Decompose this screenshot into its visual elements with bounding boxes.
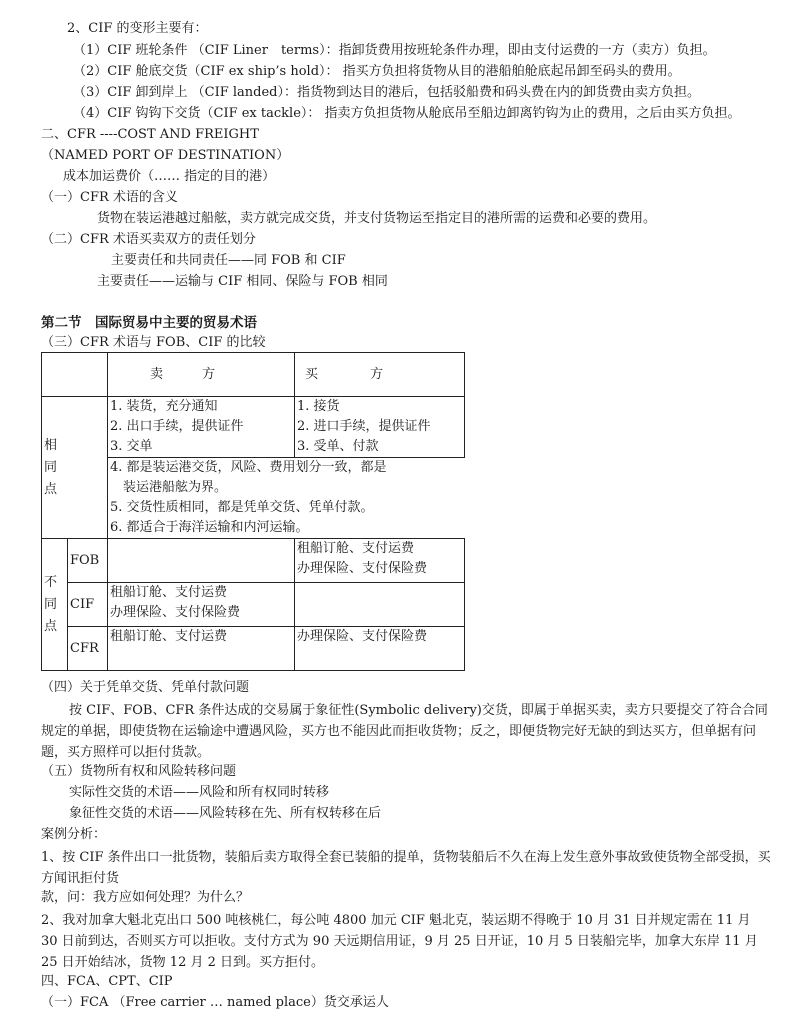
same-seller-item: 2. 出口手续，提供证件 [110,419,244,434]
risk-line: 象征性交货的术语——风险转移在先、所有权转移在后 [69,806,382,821]
cif-seller-cell [108,583,295,627]
fob-buyer-cell [295,539,465,583]
same-label: 相同点 [44,437,58,497]
cif-variant-item: （4）CIF 钩钩下交货（CIF ex tackle）： 指卖方负担货物从舱底吊至船边卸离钓钩为止的费用，之后由买方负担。 [73,106,741,121]
case-1: 1、按 CIF 条件出口一批货物，装船后卖方取得全套已装船的提单，货物装船后不久在海上发生意外事故致使货物全部受损，买方闻讯拒付货 [41,850,771,886]
same-label-cell [42,397,108,539]
same-buyer-item: 3. 受单、付款 [297,439,379,454]
cif-seller-item: 办理保险、支付保险费 [110,605,241,620]
cif-variants-heading: 2、CIF 的变形主要有： [67,21,208,36]
cif-seller-item: 租船订舱、支付运费 [110,585,228,600]
same-seller-item: 3. 交单 [110,439,153,454]
same-common-item: 4. 都是装运港交货，风险、费用划分一致，都是 [110,460,387,475]
term-cif: CIF [68,583,108,627]
cfr-duty-line: 主要责任——运输与 CIF 相同、保险与 FOB 相同 [97,274,388,289]
fob-buyer-item: 办理保险、支付保险费 [297,561,428,576]
cfr-cn-name: 成本加运费价（…… 指定的目的港） [63,169,276,184]
cfr-duty-line: 主要责任和共同责任——同 FOB 和 CIF [111,253,346,268]
fob-seller-cell [108,539,295,583]
same-buyer-cell [295,397,465,458]
risk-heading: （五）货物所有权和风险转移问题 [41,764,237,779]
same-seller-cell [108,397,295,458]
fca-sub: （一）FCA （Free carrier … named place）货交承运人 [41,995,389,1010]
cfr-seller-cell [108,627,295,671]
cif-buyer-cell [295,583,465,627]
symbolic-paragraph: 按 CIF、FOB、CFR 条件达成的交易属于象征性(Symbolic delivery)交货，即属于单据买卖，卖方只要提交了符合合同规定的单据，即使货物在运输途中遭遇风险，买方也不能因此而拒收货物；反之，即便货物完好无缺的到达买方，但单据有问题，买方照样可以拒付货款。 [41,703,768,760]
diff-label-cell [42,539,68,671]
cfr-buyer-cell [295,627,465,671]
comparison-table [41,352,465,671]
same-common-item: 5. 交货性质相同，都是凭单交货、凭单付款。 [110,500,374,515]
risk-line: 实际性交货的术语——风险和所有权同时转移 [69,785,330,800]
cfr-duty-heading: （二）CFR 术语买卖双方的责任划分 [41,232,256,247]
same-common-item: 6. 都适合于海洋运输和内河运输。 [110,520,309,535]
fob-buyer-item: 租船订舱、支付运费 [297,541,415,556]
case-2: 2、我对加拿大魁北克出口 500 吨核桃仁，每公吨 4800 加元 CIF 魁北克，装运期不得晚于 10 月 31 日并规定需在 11 月 30 日前到达，否则买方可以拒收。支付方式为 90 天远期信用证，9 月 25 日开证，10 月 5 日装船完毕，加拿大东岸 11 月 25 日开始结冰，货物 12 月 2 日到。买方拒付。 [41,913,758,970]
cfr-meaning-heading: （一）CFR 术语的含义 [41,190,178,205]
fca-heading: 四、FCA、CPT、CIP [41,974,173,989]
comparison-caption: （三）CFR 术语与 FOB、CIF 的比较 [41,335,266,350]
cfr-buyer-item: 办理保险、支付保险费 [297,629,428,644]
term-fob: FOB [68,539,108,583]
header-buyer: 买 方 [295,353,465,397]
cfr-subheading: （NAMED PORT OF DESTINATION） [41,148,290,163]
cfr-meaning-text: 货物在装运港越过船舷，卖方就完成交货，并支付货物运至指定目的港所需的运费和必要的费用。 [97,211,657,226]
cif-variant-item: （1）CIF 班轮条件 （CIF Liner terms）：指卸货费用按班轮条件办理，即由支付运费的一方（卖方）负担。 [73,43,716,58]
same-common-item: 装运港船舷为界。 [110,480,228,495]
cfr-heading: 二、CFR ----COST AND FREIGHT [41,127,259,142]
cases-heading: 案例分析： [41,827,107,842]
header-seller: 卖 方 [108,353,295,397]
diff-label: 不同点 [44,574,58,634]
symbolic-heading: （四）关于凭单交货、凭单付款问题 [41,680,250,695]
section-title: 第二节 国际贸易中主要的贸易术语 [41,315,257,331]
cfr-seller-item: 租船订舱、支付运费 [110,629,228,644]
same-common-cell [108,458,465,539]
case-1-question: 款，问：我方应如何处理？为什么？ [41,890,250,905]
term-cfr: CFR [68,627,108,671]
table-corner-cell [42,353,108,397]
same-buyer-item: 2. 进口手续，提供证件 [297,419,431,434]
same-seller-item: 1. 装货，充分通知 [110,399,218,414]
cif-variant-item: （3）CIF 卸到岸上 （CIF landed）：指货物到达目的港后，包括驳船费和码头费在内的卸货费由卖方负担。 [73,85,700,100]
same-buyer-item: 1. 接货 [297,399,340,414]
cif-variant-item: （2）CIF 舱底交货（CIF ex ship’s hold）： 指买方负担将货物从目的港船舶舱底起吊卸至码头的费用。 [73,64,681,79]
